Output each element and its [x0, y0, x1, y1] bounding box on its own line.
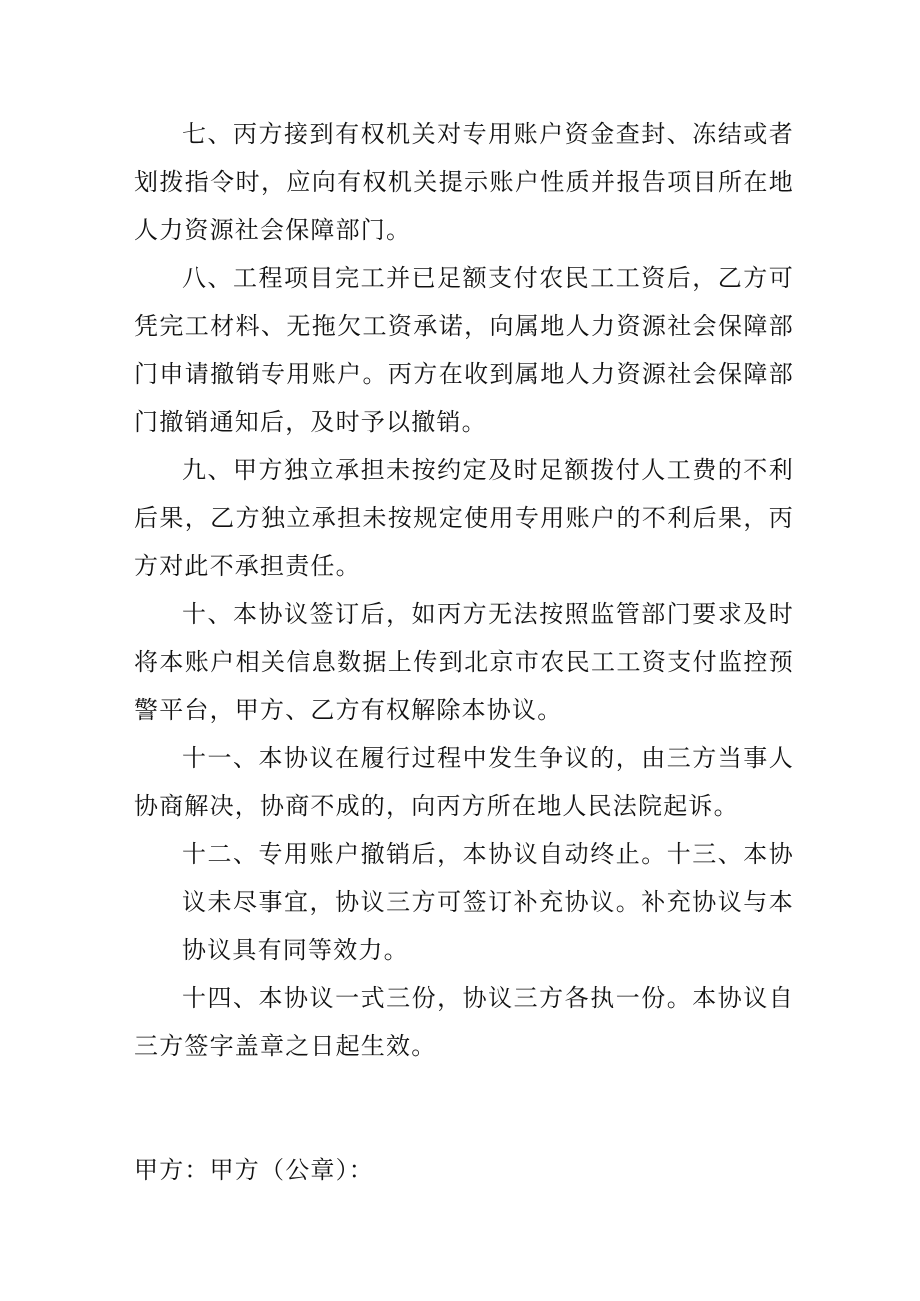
clause-10: 十、本协议签订后，如丙方无法按照监管部门要求及时将本账户相关信息数据上传到北京市农民工工资支付监控预警平台，甲方、乙方有权解除本协议。: [134, 600, 794, 724]
clause-8: 八、工程项目完工并已足额支付农民工工资后，乙方可凭完工材料、无拖欠工资承诺，向属地人力资源社会保障部门申请撤销专用账户。丙方在收到属地人力资源社会保障部门撤销通知后，及时予以撤销。: [134, 264, 794, 436]
clause-9: 九、甲方独立承担未按约定及时足额拨付人工费的不利后果，乙方独立承担未按规定使用专用账户的不利后果，丙方对此不承担责任。: [134, 456, 794, 580]
clause-14: 十四、本协议一式三份，协议三方各执一份。本协议自三方签字盖章之日起生效。: [134, 984, 794, 1060]
clause-12-13: 十二、专用账户撤销后，本协议自动终止。十三、本协议未尽事宜，协议三方可签订补充协议。补充协议与本协议具有同等效力。: [182, 840, 794, 964]
clause-11: 十一、本协议在履行过程中发生争议的，由三方当事人协商解决，协商不成的，向丙方所在地人民法院起诉。: [134, 744, 794, 820]
party-a-signature-line: 甲方：甲方（公章）：: [134, 1156, 374, 1184]
clause-7: 七、丙方接到有权机关对专用账户资金查封、冻结或者划拨指令时，应向有权机关提示账户性质并报告项目所在地人力资源社会保障部门。: [134, 120, 794, 244]
